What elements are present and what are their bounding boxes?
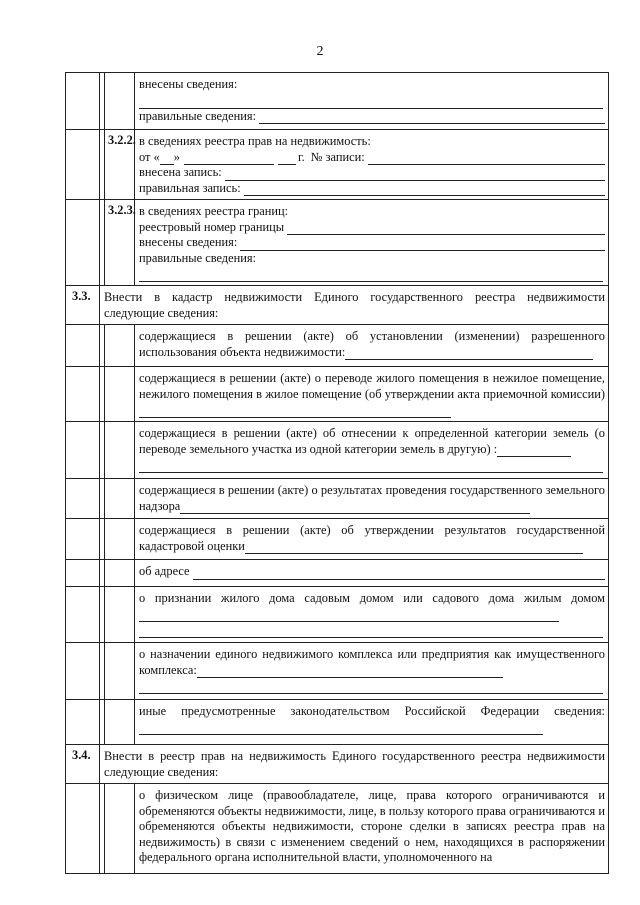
row-3-3 [66, 286, 609, 325]
cadastral-valuation-text: содержащиеся в решении (акте) об утверждении результатов государственной кадастровой оценки [139, 523, 605, 553]
row-real-estate-complex [66, 643, 609, 700]
land-category-field[interactable] [497, 445, 571, 457]
row-garden-house [66, 587, 609, 643]
address-field[interactable] [193, 568, 605, 580]
entered-info-field[interactable] [240, 239, 605, 251]
address-text: об адресе [139, 564, 190, 578]
row-continuation [66, 73, 609, 130]
rights-registry-label: в сведениях реестра прав на недвижимость: [139, 134, 371, 148]
row-3-4 [66, 745, 609, 784]
individual-info-text: о физическом лице (правообладателе, лице, права которого ограничиваются и обременяются объекты недвижимости, лице, в пользу которого права ограничиваются и обременяются объекты недвижимости, стороне сделки в записях реестра прав на недвижимость) в связи с изменением сведений о нем, находящихся в распоряжении федерального органа исполнительной власти, уполномоченного на [135, 784, 609, 874]
row-permitted-use [66, 325, 609, 367]
entry-made-field[interactable] [225, 169, 605, 181]
premises-transfer-field[interactable] [139, 406, 451, 418]
correct-info-field[interactable] [259, 112, 605, 124]
row-individual-info [66, 784, 609, 874]
real-estate-complex-text: о назначении единого недвижимого комплекса или предприятия как имущественного комплекса: [139, 647, 605, 677]
entry-made-label: внесена запись: [139, 165, 222, 179]
record-number-field[interactable] [368, 153, 605, 165]
entered-info-label: внесены сведения: [139, 77, 238, 91]
row-land-category [66, 422, 609, 479]
cadastral-valuation-field[interactable] [245, 542, 583, 554]
item-number: 3.2.3. [105, 200, 135, 286]
day-field[interactable] [160, 153, 174, 165]
land-supervision-text: содержащиеся в решении (акте) о результатах проведения государственного земельного надзора [139, 483, 605, 513]
borders-registry-label: в сведениях реестра границ: [139, 204, 289, 218]
real-estate-complex-field[interactable] [197, 666, 503, 678]
land-supervision-field[interactable] [180, 502, 530, 514]
permitted-use-text: содержащиеся в решении (акте) об установлении (изменении) разрешенного использования объекта недвижимости: [139, 329, 605, 359]
record-number-label: № записи: [310, 149, 365, 164]
row-3-2-2 [66, 130, 609, 200]
permitted-use-field[interactable] [345, 348, 593, 360]
row-land-supervision [66, 479, 609, 519]
section-number: 3.4. [66, 745, 100, 784]
border-number-label: реестровый номер границы [139, 219, 285, 234]
row-3-2-3 [66, 200, 609, 286]
row-premises-transfer [66, 367, 609, 422]
land-category-text: содержащиеся в решении (акте) об отнесении к определенной категории земель (о переводе земельного участка из одной категории земель в другую) : [139, 426, 605, 456]
garden-house-field[interactable] [139, 610, 559, 622]
date-prefix: от « [139, 149, 160, 164]
premises-transfer-text: содержащиеся в решении (акте) о переводе жилого помещения в нежилое помещение, нежилого помещения в жилое помещение (об утверждении акта приемочной комиссии) [139, 371, 605, 401]
section-3-3-heading: Внести в кадастр недвижимости Единого государственного реестра недвижимости следующие сведения: [100, 286, 609, 325]
correct-info-label: правильные сведения: [139, 108, 257, 123]
correct-info-label: правильные сведения: [139, 250, 257, 265]
real-estate-complex-field-2[interactable] [139, 678, 603, 694]
correct-entry-field[interactable] [244, 184, 605, 196]
row-cadastral-valuation [66, 519, 609, 560]
item-number: 3.2.2. [105, 130, 135, 200]
border-number-field[interactable] [287, 223, 605, 235]
other-info-field[interactable] [139, 723, 543, 735]
year-suffix: г. [297, 149, 305, 164]
application-form-table [65, 72, 609, 874]
month-field[interactable] [184, 153, 274, 165]
entered-info-field[interactable] [139, 93, 603, 109]
other-info-text: иные предусмотренные законодательством Российской Федерации сведения: [139, 704, 605, 718]
page-number: 2 [316, 44, 324, 59]
row-other-info [66, 700, 609, 745]
date-quote: » [173, 149, 180, 164]
correct-info-field[interactable] [139, 266, 603, 282]
section-number: 3.3. [66, 286, 100, 325]
garden-house-text: о признании жилого дома садовым домом или садового дома жилым домом [139, 591, 605, 605]
land-category-field-2[interactable] [139, 457, 603, 473]
year-field[interactable] [278, 153, 296, 165]
section-3-4-heading: Внести в реестр прав на недвижимость Единого государственного реестра недвижимости следующие сведения: [100, 745, 609, 784]
row-address [66, 560, 609, 587]
entered-info-label: внесены сведения: [139, 235, 238, 249]
garden-house-field-2[interactable] [139, 622, 603, 638]
correct-entry-label: правильная запись: [139, 180, 241, 195]
